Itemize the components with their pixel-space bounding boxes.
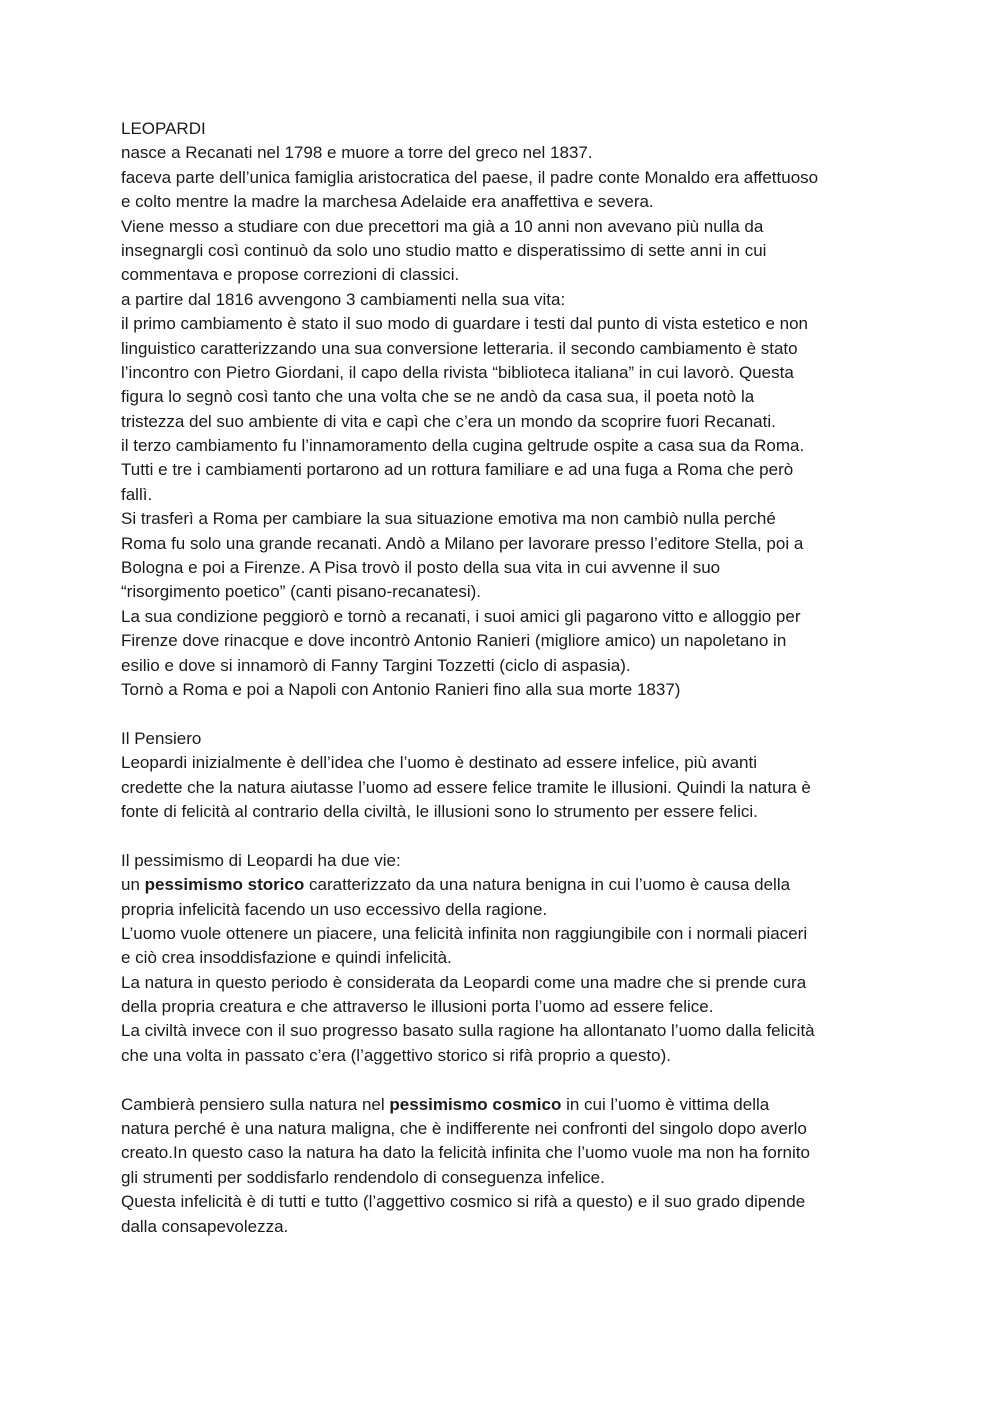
bio-line: esilio e dove si innamorò di Fanny Targini Tozzetti (ciclo di aspasia). [121, 655, 631, 675]
bio-line: Viene messo a studiare con due precettori ma già a 10 anni non avevano più nulla da [121, 216, 764, 236]
cosmico-term: pessimismo cosmico [389, 1094, 562, 1114]
cosmico-lead-pre: Cambierà pensiero sulla natura nel [121, 1094, 390, 1114]
cosmico-line: natura perché è una natura maligna, che è indifferente nei confronti del singolo dopo averlo [121, 1119, 807, 1139]
cosmico-lead-line [121, 1093, 891, 1117]
storico-line: La civiltà invece con il suo progresso basato sulla ragione ha allontanato l’uomo dalla felicità [121, 1021, 815, 1041]
bio-line: faceva parte dell’unica famiglia aristocratica del paese, il padre conte Monaldo era affettuoso [121, 167, 819, 187]
storico-line: e ciò crea insoddisfazione e quindi infelicità. [121, 948, 452, 968]
bio-line: Si trasferì a Roma per cambiare la sua situazione emotiva ma non cambiò nulla perché [121, 509, 776, 529]
storico-lead-pre: un [121, 875, 145, 895]
document-title: LEOPARDI [121, 119, 206, 138]
bio-line: “risorgimento poetico” (canti pisano-recanatesi). [121, 582, 481, 602]
bio-line: l’incontro con Pietro Giordani, il capo della rivista “biblioteca italiana” in cui lavorò. Questa [121, 362, 794, 382]
bio-line: Firenze dove rinacque e dove incontrò Antonio Ranieri (migliore amico) un napoletano in [121, 631, 787, 651]
bio-line: figura lo segnò così tanto che una volta che se ne andò da casa sua, il poeta notò la [121, 387, 755, 407]
pensiero-line: fonte di felicità al contrario della civiltà, le illusioni sono lo strumento per essere felici. [121, 801, 758, 821]
pessimismo-cosmico-section [121, 1093, 891, 1239]
storico-lead-post: caratterizzato da una natura benigna in cui l’uomo è causa della [304, 875, 791, 895]
storico-term: pessimismo storico [144, 875, 305, 895]
bio-line: Roma fu solo una grande recanati. Andò a Milano per lavorare presso l’editore Stella, poi a [121, 533, 804, 553]
paragraph-spacer [121, 1068, 891, 1092]
cosmico-line: Questa infelicità è di tutti e tutto (l’aggettivo cosmico si rifà a questo) e il suo grado dipende [121, 1192, 806, 1212]
storico-line: L’uomo vuole ottenere un piacere, una felicità infinita non raggiungibile con i normali piaceri [121, 923, 808, 943]
biography-section [121, 141, 891, 702]
pessimismo-storico-section [121, 849, 891, 1069]
cosmico-line: creato.In questo caso la natura ha dato la felicità infinita che l’uomo vuole ma non ha fornito [121, 1143, 810, 1163]
bio-line: commentava e propose correzioni di classici. [121, 265, 460, 285]
pessimismo-intro: Il pessimismo di Leopardi ha due vie: [121, 850, 401, 870]
storico-line: propria infelicità facendo un uso eccessivo della ragione. [121, 899, 548, 919]
storico-line: La natura in questo periodo è considerata da Leopardi come una madre che si prende cura [121, 972, 807, 992]
cosmico-line: gli strumenti per soddisfarlo rendendolo di conseguenza infelice. [121, 1167, 605, 1187]
bio-line: insegnargli così continuò da solo uno studio matto e disperatissimo di sette anni in cui [121, 240, 767, 260]
bio-line: Bologna e poi a Firenze. A Pisa trovò il posto della sua vita in cui avvenne il suo [121, 558, 721, 578]
bio-line: Tornò a Roma e poi a Napoli con Antonio Ranieri fino alla sua morte 1837) [121, 679, 681, 699]
cosmico-line: dalla consapevolezza. [121, 1216, 289, 1236]
cosmico-lead-post: in cui l’uomo è vittima della [561, 1094, 770, 1114]
bio-line: fallì. [121, 484, 153, 504]
bio-line: La sua condizione peggiorò e tornò a recanati, i suoi amici gli pagarono vitto e alloggio per [121, 606, 801, 626]
bio-line: tristezza del suo ambiente di vita e capì che c’era un mondo da scoprire fuori Recanati. [121, 411, 776, 431]
bio-line: a partire dal 1816 avvengono 3 cambiamenti nella sua vita: [121, 289, 566, 309]
bio-line: nasce a Recanati nel 1798 e muore a torre del greco nel 1837. [121, 143, 593, 163]
document-page [121, 117, 891, 1239]
pensiero-section [121, 727, 891, 825]
storico-line: della propria creatura e che attraverso le illusioni porta l’uomo ad essere felice. [121, 997, 714, 1017]
pensiero-line: Leopardi inizialmente è dell’idea che l’uomo è destinato ad essere infelice, più avanti [121, 753, 758, 773]
storico-lead-line [121, 873, 891, 897]
bio-line: il terzo cambiamento fu l’innamoramento della cugina geltrude ospite a casa sua da Roma. [121, 436, 805, 456]
bio-line: linguistico caratterizzando una sua conversione letteraria. il secondo cambiamento è stato [121, 338, 798, 358]
paragraph-spacer [121, 702, 891, 726]
storico-line: che una volta in passato c’era (l’aggettivo storico si rifà proprio a questo). [121, 1045, 671, 1065]
pensiero-line: credette che la natura aiutasse l’uomo ad essere felice tramite le illusioni. Quindi la natura è [121, 777, 811, 797]
bio-line: il primo cambiamento è stato il suo modo di guardare i testi dal punto di vista estetico e non [121, 314, 808, 334]
bio-line: e colto mentre la madre la marchesa Adelaide era anaffettiva e severa. [121, 192, 654, 212]
section-heading: Il Pensiero [121, 728, 202, 748]
bio-line: Tutti e tre i cambiamenti portarono ad un rottura familiare e ad una fuga a Roma che però [121, 460, 794, 480]
paragraph-spacer [121, 824, 891, 848]
